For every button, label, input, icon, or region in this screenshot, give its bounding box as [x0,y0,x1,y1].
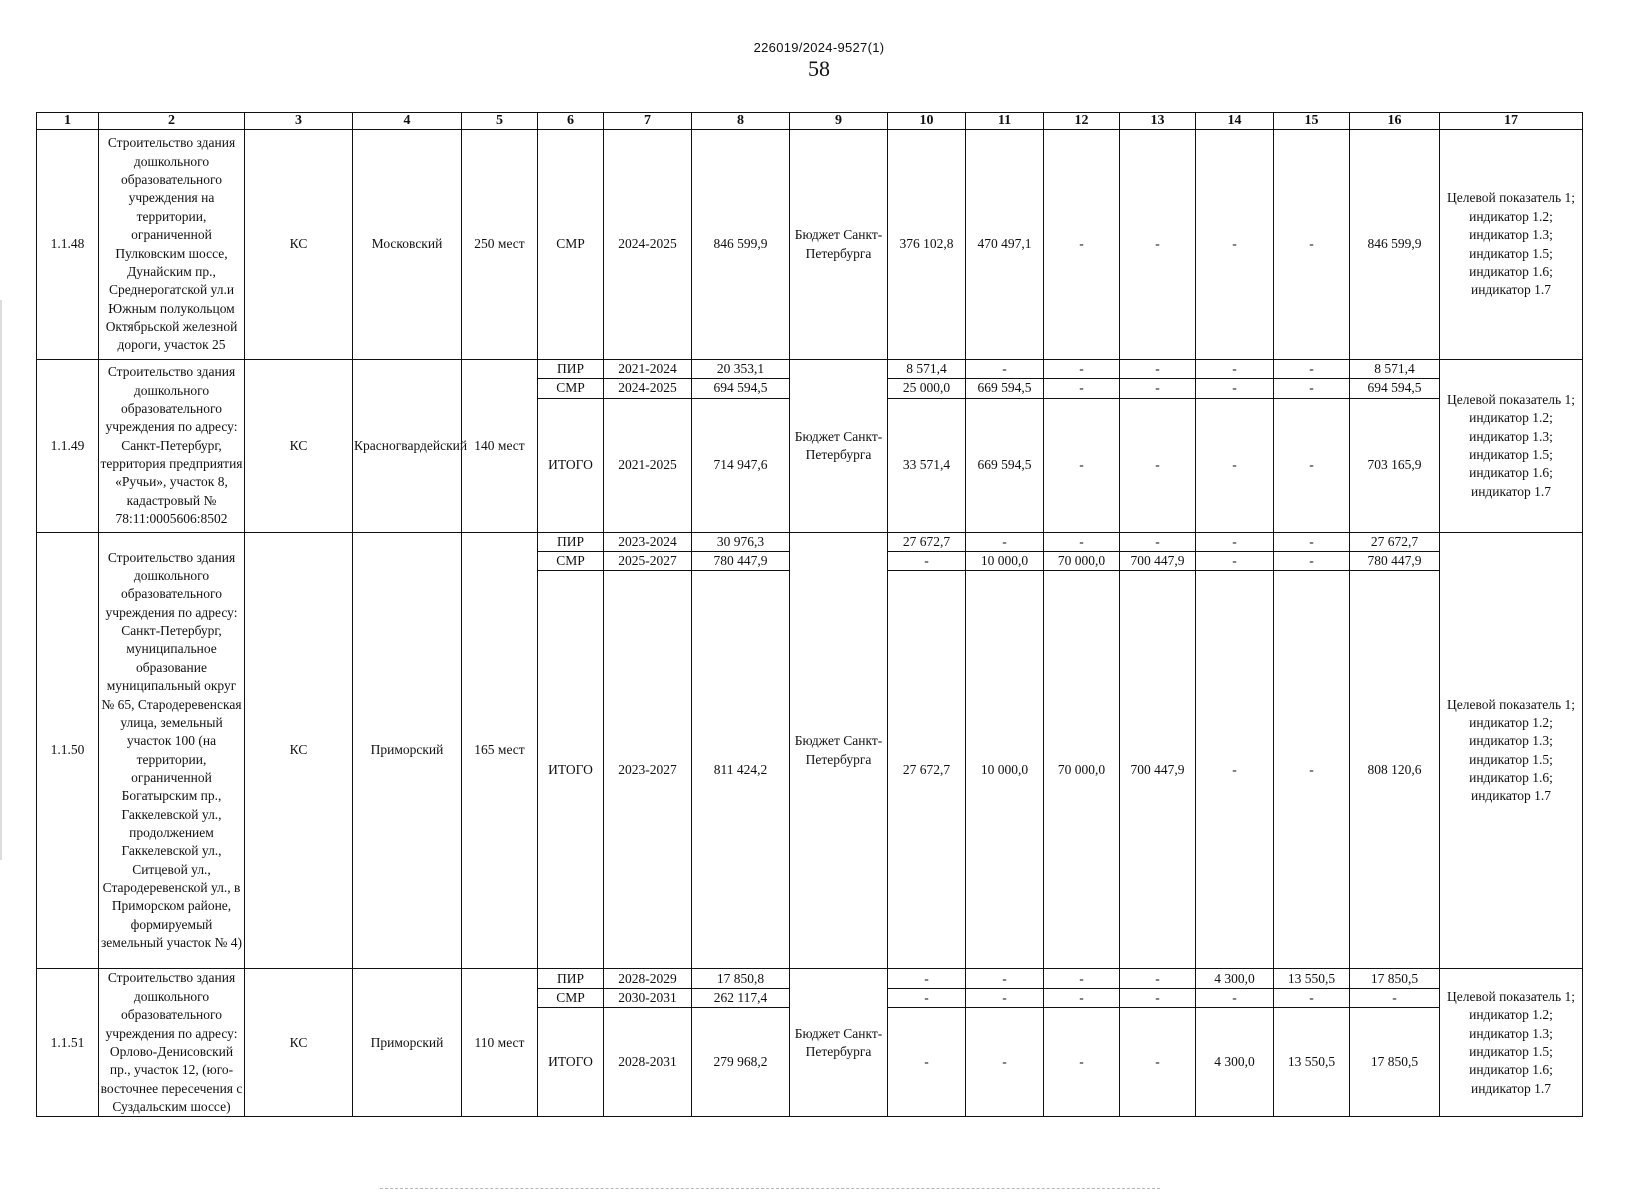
stage: ИТОГО [538,1008,604,1117]
object-type: КС [245,532,353,969]
object-name: Строительство здания дошкольного образовательного учреждения по адресу: Орлово-Денисовский пр., участок 12, (юго-восточнее пересечения с Суздальским шоссе) [99,969,245,1117]
year-value: - [1120,969,1196,989]
program-total: 808 120,6 [1350,571,1440,969]
stage: ИТОГО [538,571,604,969]
year-value: - [1044,398,1120,532]
stage: СМР [538,552,604,571]
year-value: 700 447,9 [1120,571,1196,969]
year-value: - [1274,552,1350,571]
funding-source: Бюджет Санкт-Петербурга [790,130,888,360]
indicators: Целевой показатель 1; индикатор 1.2; индикатор 1.3; индикатор 1.5; индикатор 1.6; индикатор 1.7 [1440,969,1583,1117]
total-cost: 694 594,5 [692,379,790,398]
period: 2024-2025 [604,379,692,398]
program-table [36,112,1583,1117]
column-header: 8 [692,113,790,130]
year-value: - [1044,130,1120,360]
total-cost: 262 117,4 [692,988,790,1008]
year-value: - [966,988,1044,1008]
year-value: 700 447,9 [1120,552,1196,571]
year-value: - [1120,360,1196,379]
column-header: 1 [37,113,99,130]
year-value: - [1274,532,1350,551]
year-value: 27 672,7 [888,532,966,551]
page-number: 58 [808,56,830,81]
year-value: - [1044,969,1120,989]
district: Приморский [353,532,462,969]
year-value: 10 000,0 [966,552,1044,571]
year-value: 13 550,5 [1274,1008,1350,1117]
period: 2028-2029 [604,969,692,989]
year-value: - [966,1008,1044,1117]
year-value: - [966,532,1044,551]
year-value: 13 550,5 [1274,969,1350,989]
year-value: - [1044,988,1120,1008]
year-value: - [1274,398,1350,532]
year-value: 4 300,0 [1196,1008,1274,1117]
period: 2023-2027 [604,571,692,969]
year-value: - [966,969,1044,989]
column-header: 9 [790,113,888,130]
district: Московский [353,130,462,360]
year-value: - [1274,360,1350,379]
column-header: 6 [538,113,604,130]
year-value: - [1120,379,1196,398]
column-header: 17 [1440,113,1583,130]
year-value: - [1044,360,1120,379]
total-cost: 30 976,3 [692,532,790,551]
period: 2023-2024 [604,532,692,551]
object-name: Строительство здания дошкольного образовательного учреждения по адресу: Санкт-Петербург, муниципальное образование муниципальный округ № 65, Стародеревенская улица, земельный участок 100 (на территории, ограниченной Богатырским пр., Гаккелевской ул., продолжением Гаккелевской ул., Ситцевой ул., Стародеревенской ул., в Приморском районе, формируемый земельный участок № 4) [99,532,245,969]
program-total: 17 850,5 [1350,969,1440,989]
program-total: 703 165,9 [1350,398,1440,532]
object-type: КС [245,360,353,533]
year-value: - [888,988,966,1008]
program-total: 8 571,4 [1350,360,1440,379]
year-value: - [1120,988,1196,1008]
column-number-row [37,113,1583,130]
stage: СМР [538,988,604,1008]
funding-source: Бюджет Санкт-Петербурга [790,969,888,1117]
program-total: 780 447,9 [1350,552,1440,571]
year-value: - [1196,398,1274,532]
column-header: 13 [1120,113,1196,130]
program-total: 27 672,7 [1350,532,1440,551]
year-value: - [966,360,1044,379]
object-name: Строительство здания дошкольного образовательного учреждения на территории, ограниченной Пулковским шоссе, Дунайским пр., Среднерогатской ул.и Южным полукольцом Октябрьской железной дороги, участок 25 [99,130,245,360]
indicators: Целевой показатель 1; индикатор 1.2; индикатор 1.3; индикатор 1.5; индикатор 1.6; индикатор 1.7 [1440,360,1583,533]
column-header: 14 [1196,113,1274,130]
year-value: 4 300,0 [1196,969,1274,989]
capacity: 110 мест [462,969,538,1117]
year-value: 27 672,7 [888,571,966,969]
year-value: - [1044,1008,1120,1117]
year-value: 70 000,0 [1044,571,1120,969]
document-id: 226019/2024-9527(1) [753,40,885,55]
year-value: - [1044,532,1120,551]
capacity: 165 мест [462,532,538,969]
period: 2021-2024 [604,360,692,379]
year-value: - [1196,988,1274,1008]
column-header: 3 [245,113,353,130]
stage: ПИР [538,360,604,379]
total-cost: 714 947,6 [692,398,790,532]
column-header: 5 [462,113,538,130]
total-cost: 846 599,9 [692,130,790,360]
funding-source: Бюджет Санкт-Петербурга [790,360,888,533]
total-cost: 17 850,8 [692,969,790,989]
year-value: - [1120,532,1196,551]
year-value: - [1196,360,1274,379]
stage: ПИР [538,532,604,551]
period: 2024-2025 [604,130,692,360]
program-total: 694 594,5 [1350,379,1440,398]
row-id: 1.1.49 [37,360,99,533]
year-value: 669 594,5 [966,398,1044,532]
district: Красногвардейский [353,360,462,533]
column-header: 12 [1044,113,1120,130]
year-value: - [1274,130,1350,360]
capacity: 140 мест [462,360,538,533]
year-value: - [1196,571,1274,969]
total-cost: 780 447,9 [692,552,790,571]
year-value: - [1120,1008,1196,1117]
indicators: Целевой показатель 1; индикатор 1.2; индикатор 1.3; индикатор 1.5; индикатор 1.6; индикатор 1.7 [1440,130,1583,360]
stage: СМР [538,379,604,398]
year-value: - [1120,130,1196,360]
year-value: 70 000,0 [1044,552,1120,571]
column-header: 15 [1274,113,1350,130]
year-value: - [1274,988,1350,1008]
year-value: 8 571,4 [888,360,966,379]
year-value: - [1196,379,1274,398]
capacity: 250 мест [462,130,538,360]
year-value: - [1274,379,1350,398]
program-total: 846 599,9 [1350,130,1440,360]
row-id: 1.1.51 [37,969,99,1117]
total-cost: 279 968,2 [692,1008,790,1117]
year-value: - [888,969,966,989]
year-value: - [1196,130,1274,360]
year-value: - [1196,552,1274,571]
row-id: 1.1.50 [37,532,99,969]
period: 2028-2031 [604,1008,692,1117]
object-name: Строительство здания дошкольного образовательного учреждения по адресу: Санкт-Петербург, территория предприятия «Ручьи», участок 8, кадастровый № 78:11:0005606:8502 [99,360,245,533]
scan-artifact-line [380,1188,1160,1189]
period: 2025-2027 [604,552,692,571]
year-value: - [1120,398,1196,532]
year-value: 33 571,4 [888,398,966,532]
column-header: 4 [353,113,462,130]
district: Приморский [353,969,462,1117]
year-value: 10 000,0 [966,571,1044,969]
year-value: - [888,552,966,571]
total-cost: 20 353,1 [692,360,790,379]
stage: СМР [538,130,604,360]
program-total: - [1350,988,1440,1008]
column-header: 16 [1350,113,1440,130]
table-row [37,130,1583,360]
year-value: 25 000,0 [888,379,966,398]
table-row [37,532,1583,551]
column-header: 10 [888,113,966,130]
year-value: 470 497,1 [966,130,1044,360]
table-row [37,969,1583,989]
year-value: 376 102,8 [888,130,966,360]
object-type: КС [245,130,353,360]
object-type: КС [245,969,353,1117]
year-value: - [888,1008,966,1117]
year-value: - [1196,532,1274,551]
funding-source: Бюджет Санкт-Петербурга [790,532,888,969]
period: 2021-2025 [604,398,692,532]
year-value: 669 594,5 [966,379,1044,398]
row-id: 1.1.48 [37,130,99,360]
indicators: Целевой показатель 1; индикатор 1.2; индикатор 1.3; индикатор 1.5; индикатор 1.6; индикатор 1.7 [1440,532,1583,969]
column-header: 7 [604,113,692,130]
table-row [37,360,1583,379]
year-value: - [1044,379,1120,398]
period: 2030-2031 [604,988,692,1008]
column-header: 2 [99,113,245,130]
program-total: 17 850,5 [1350,1008,1440,1117]
scan-edge-shadow [0,300,2,860]
stage: ИТОГО [538,398,604,532]
year-value: - [1274,571,1350,969]
column-header: 11 [966,113,1044,130]
stage: ПИР [538,969,604,989]
total-cost: 811 424,2 [692,571,790,969]
